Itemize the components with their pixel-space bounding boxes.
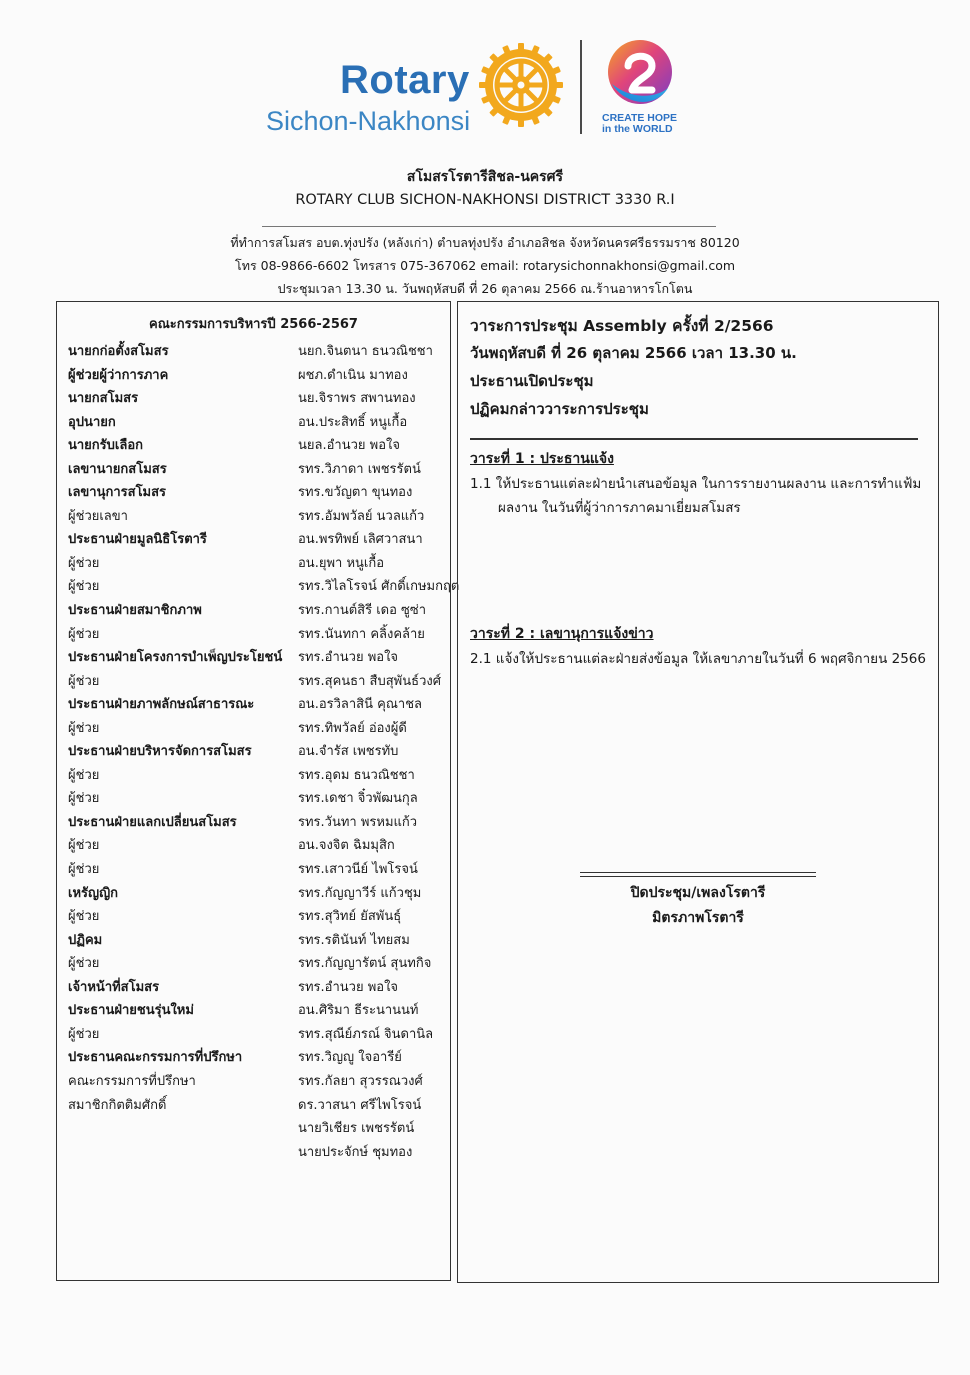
board-role: อุปนายก [68,414,116,430]
logo-divider [580,40,582,134]
board-member-name: นายประจักษ์ ชุมทอง [298,1144,413,1160]
board-role: นายกสโมสร [68,391,139,407]
agenda-title: วาระการประชุม Assembly ครั้งที่ 2/2566 [470,317,774,335]
board-member-name: อน.จำรัส เพชรทับ [298,744,399,760]
board-role: ประธานคณะกรรมการที่ปรึกษา [68,1050,243,1066]
closing-rule-2 [580,876,816,877]
board-member-name: รทร.นันทกา คลิ้งคล้าย [298,626,425,642]
board-role: ประธานฝ่ายโครงการบำเพ็ญประโยชน์ [68,650,283,666]
board-role: เจ้าหน้าที่สโมสร [68,979,160,995]
board-row [68,952,448,976]
board-member-name: นยก.จินตนา ธนวณิชชา [298,344,433,359]
board-member-name: รทร.อัมพวัลย์ นวลแก้ว [298,508,425,524]
board-member-name: อน.อรวิลาสินี คุณาชล [298,697,422,713]
board-row [68,882,448,906]
board-row [68,458,448,482]
board-member-name: อน.ศิริมา ธีระนานนท์ [298,1003,419,1019]
board-role: ผู้ช่วย [68,555,100,571]
section-1-title: วาระที่ 1 : ประธานแจ้ง [470,451,614,467]
board-list [68,340,460,1164]
board-row [68,623,448,647]
rotary-wordmark: Rotary [340,58,470,102]
board-member-name: รทร.วิญญู ใจอารีย์ [298,1050,402,1066]
board-row [68,646,448,670]
board-role: ประธานฝ่ายสมาชิกภาพ [68,603,202,619]
board-role: ผู้ช่วยเลขา [68,508,128,524]
board-role: ผู้ช่วย [68,956,100,972]
board-member-name: รทร.สุคนธา สืบสุพันธ์วงศ์ [298,673,441,689]
board-member-name: รทร.วิไลโรจน์ ศักดิ์เกษมกฤต [298,579,460,595]
board-member-name: รทร.อำนวย พอใจ [298,979,399,995]
board-row [68,1023,448,1047]
board-member-name: รทร.ขวัญตา ขุนทอง [298,485,413,501]
board-role: ผู้ช่วยผู้ว่าการภาค [68,367,169,383]
board-role: ผู้ช่วย [68,767,100,783]
club-address: ที่ทำการสโมสร อบต.ทุ่งปรัง (หลังเก่า) ตำบลทุ่งปรัง อำเภอสิชล จังหวัดนครศรีธรรมราช 80120 [230,235,740,250]
section-1-item-1: 1.1 ให้ประธานแต่ละฝ่ายนำเสนอข้อมูล ในการรายงานผลงาน และการทำแฟ้ม [470,476,922,492]
board-title: คณะกรรมการบริหารปี 2566-2567 [149,317,358,332]
board-row [68,364,448,388]
board-role: ประธานฝ่ายแลกเปลี่ยนสโมสร [68,814,237,830]
board-row [68,599,448,623]
board-row [68,552,448,576]
board-row [68,1141,448,1165]
board-role: เหรัญญิก [68,885,119,901]
board-row [68,811,448,835]
board-role: เลขานายกสโมสร [68,461,167,477]
board-member-name: รทร.รตินันท์ ไทยสม [298,932,410,948]
section-2-item-1: 2.1 แจ้งให้ประธานแต่ละฝ่ายส่งข้อมูล ให้เลขาภายในวันที่ 6 พฤศจิกายน 2566 [470,651,926,667]
board-member-name: รทร.สุวิทย์ ยัสพันธุ์ [298,909,402,925]
board-row [68,1070,448,1094]
section-2-title: วาระที่ 2 : เลขานุการแจ้งข่าว [470,626,654,642]
board-member-name: ดร.วาสนา ศรีไพโรจน์ [298,1097,422,1113]
board-member-name: รทร.เดชา จิ๋วพัฒนกุล [298,791,418,807]
board-role: ผู้ช่วย [68,838,100,854]
board-row [68,411,448,435]
rotary-wheel-icon [478,42,564,128]
header-rule [262,226,716,227]
closing-rule-1 [580,872,816,873]
board-row [68,575,460,599]
board-role: ประธานฝ่ายมูลนิธิโรตารี [68,532,207,548]
board-row [68,693,448,717]
board-member-name: อน.พรทิพย์ เลิศวาสนา [298,532,423,548]
closing-line-2: มิตรภาพโรตารี [652,910,744,926]
board-member-name: รทร.อำนวย พอใจ [298,650,399,666]
board-member-name: นย.จิราพร สพานทอง [298,391,416,407]
agenda-date: วันพฤหัสบดี ที่ 26 ตุลาคม 2566 เวลา 13.30 น. [470,344,797,362]
hope-line-2: in the WORLD [602,123,673,135]
board-role: คณะกรรมการที่ปรึกษา [68,1073,196,1089]
board-row [68,976,448,1000]
board-row [68,1117,448,1141]
board-role: นายกก่อตั้งสโมสร [68,344,169,359]
board-row [68,481,448,505]
board-row [68,929,448,953]
section-1-body [470,472,930,520]
board-role: ประธานฝ่ายบริหารจัดการสโมสร [68,744,252,760]
board-member-name: รทร.อุดม ธนวณิชชา [298,767,415,783]
board-row [68,670,448,694]
board-member-name: อน.ประสิทธิ์ หนูเกื้อ [298,414,408,430]
board-row [68,528,448,552]
board-row [68,717,448,741]
board-role: เลขานุการสโมสร [68,485,167,501]
board-row [68,764,448,788]
board-role: ผู้ช่วย [68,673,100,689]
board-member-name: นยล.อำนวย พอใจ [298,438,400,454]
board-row [68,434,448,458]
club-name-thai: สโมสรโรตารีสิชล-นครศรี [406,169,564,185]
create-hope-tagline [602,113,677,135]
board-row [68,834,448,858]
board-role: ผู้ช่วย [68,579,100,595]
board-role: ประธานฝ่ายภาพลักษณ์สาธารณะ [68,697,255,713]
board-role: ผู้ช่วย [68,862,100,878]
board-member-name: รทร.วันทา พรหมแก้ว [298,814,418,830]
board-member-name: ผชภ.ดำเนิน มาทอง [298,367,408,383]
board-role: ประธานฝ่ายชนรุ่นใหม่ [68,1003,194,1019]
board-row [68,787,448,811]
board-role: ผู้ช่วย [68,791,100,807]
hope-line-1: CREATE HOPE [602,112,678,124]
section-1-item-1-cont: ผลงาน ในวันที่ผู้ว่าการภาคมาเยี่ยมสโมสร [498,500,741,516]
board-member-name: รทร.สุณีย์ภรณ์ จินดานิล [298,1026,434,1042]
board-member-name: รทร.กัญญารัตน์ สุนทกิจ [298,956,432,972]
board-role: ผู้ช่วย [68,626,100,642]
board-role: ปฏิคม [68,932,103,948]
board-row [68,505,448,529]
board-role: ผู้ช่วย [68,1026,100,1042]
board-member-name: นายวิเชียร เพชรรัตน์ [298,1121,415,1137]
board-role: ผู้ช่วย [68,909,100,925]
board-member-name: อน.ยุพา หนูเกื้อ [298,555,385,571]
create-hope-icon [606,38,674,110]
board-member-name: รทร.กัลยา สุวรรณวงศ์ [298,1073,423,1089]
club-contact: โทร 08-9866-6602 โทรสาร 075-367062 email: rotarysichonnakhonsi@gmail.com [234,258,736,273]
board-row [68,1094,448,1118]
club-wordmark: Sichon-Nakhonsi [266,106,471,136]
club-name-english: ROTARY CLUB SICHON-NAKHONSI DISTRICT 3330 R.I [295,192,675,208]
board-member-name: รทร.กานต์สิรี เดอ ซูซ่า [298,603,426,619]
board-row [68,387,448,411]
board-row [68,1046,448,1070]
agenda-rule [470,438,918,440]
board-member-name: รทร.เสาวนีย์ ไพโรจน์ [298,862,418,878]
board-row [68,740,448,764]
board-row [68,340,448,364]
board-member-name: รทร.ทิพวัลย์ อ่องผู้ดี [298,720,407,736]
board-role: สมาชิกกิตติมศักดิ์ [68,1097,167,1113]
board-role: ผู้ช่วย [68,720,100,736]
board-row [68,999,448,1023]
board-row [68,905,448,929]
meeting-info: ประชุมเวลา 13.30 น. วันพฤหัสบดี ที่ 26 ตุลาคม 2566 ณ.ร้านอาหารโกโตน [277,281,693,296]
board-row [68,858,448,882]
board-member-name: รทร.กัญญาวีร์ แก้วชุม [298,885,422,901]
closing-line-1: ปิดประชุม/เพลงโรตารี [630,885,766,901]
board-role: นายกรับเลือก [68,438,143,454]
board-member-name: รทร.วิภาดา เพชรรัตน์ [298,461,421,477]
agenda-greeting: ปฏิคมกล่าววาระการประชุม [470,400,649,418]
board-member-name: อน.จงจิต ฉิมมุสิก [298,838,395,854]
agenda-open: ประธานเปิดประชุม [470,372,594,390]
